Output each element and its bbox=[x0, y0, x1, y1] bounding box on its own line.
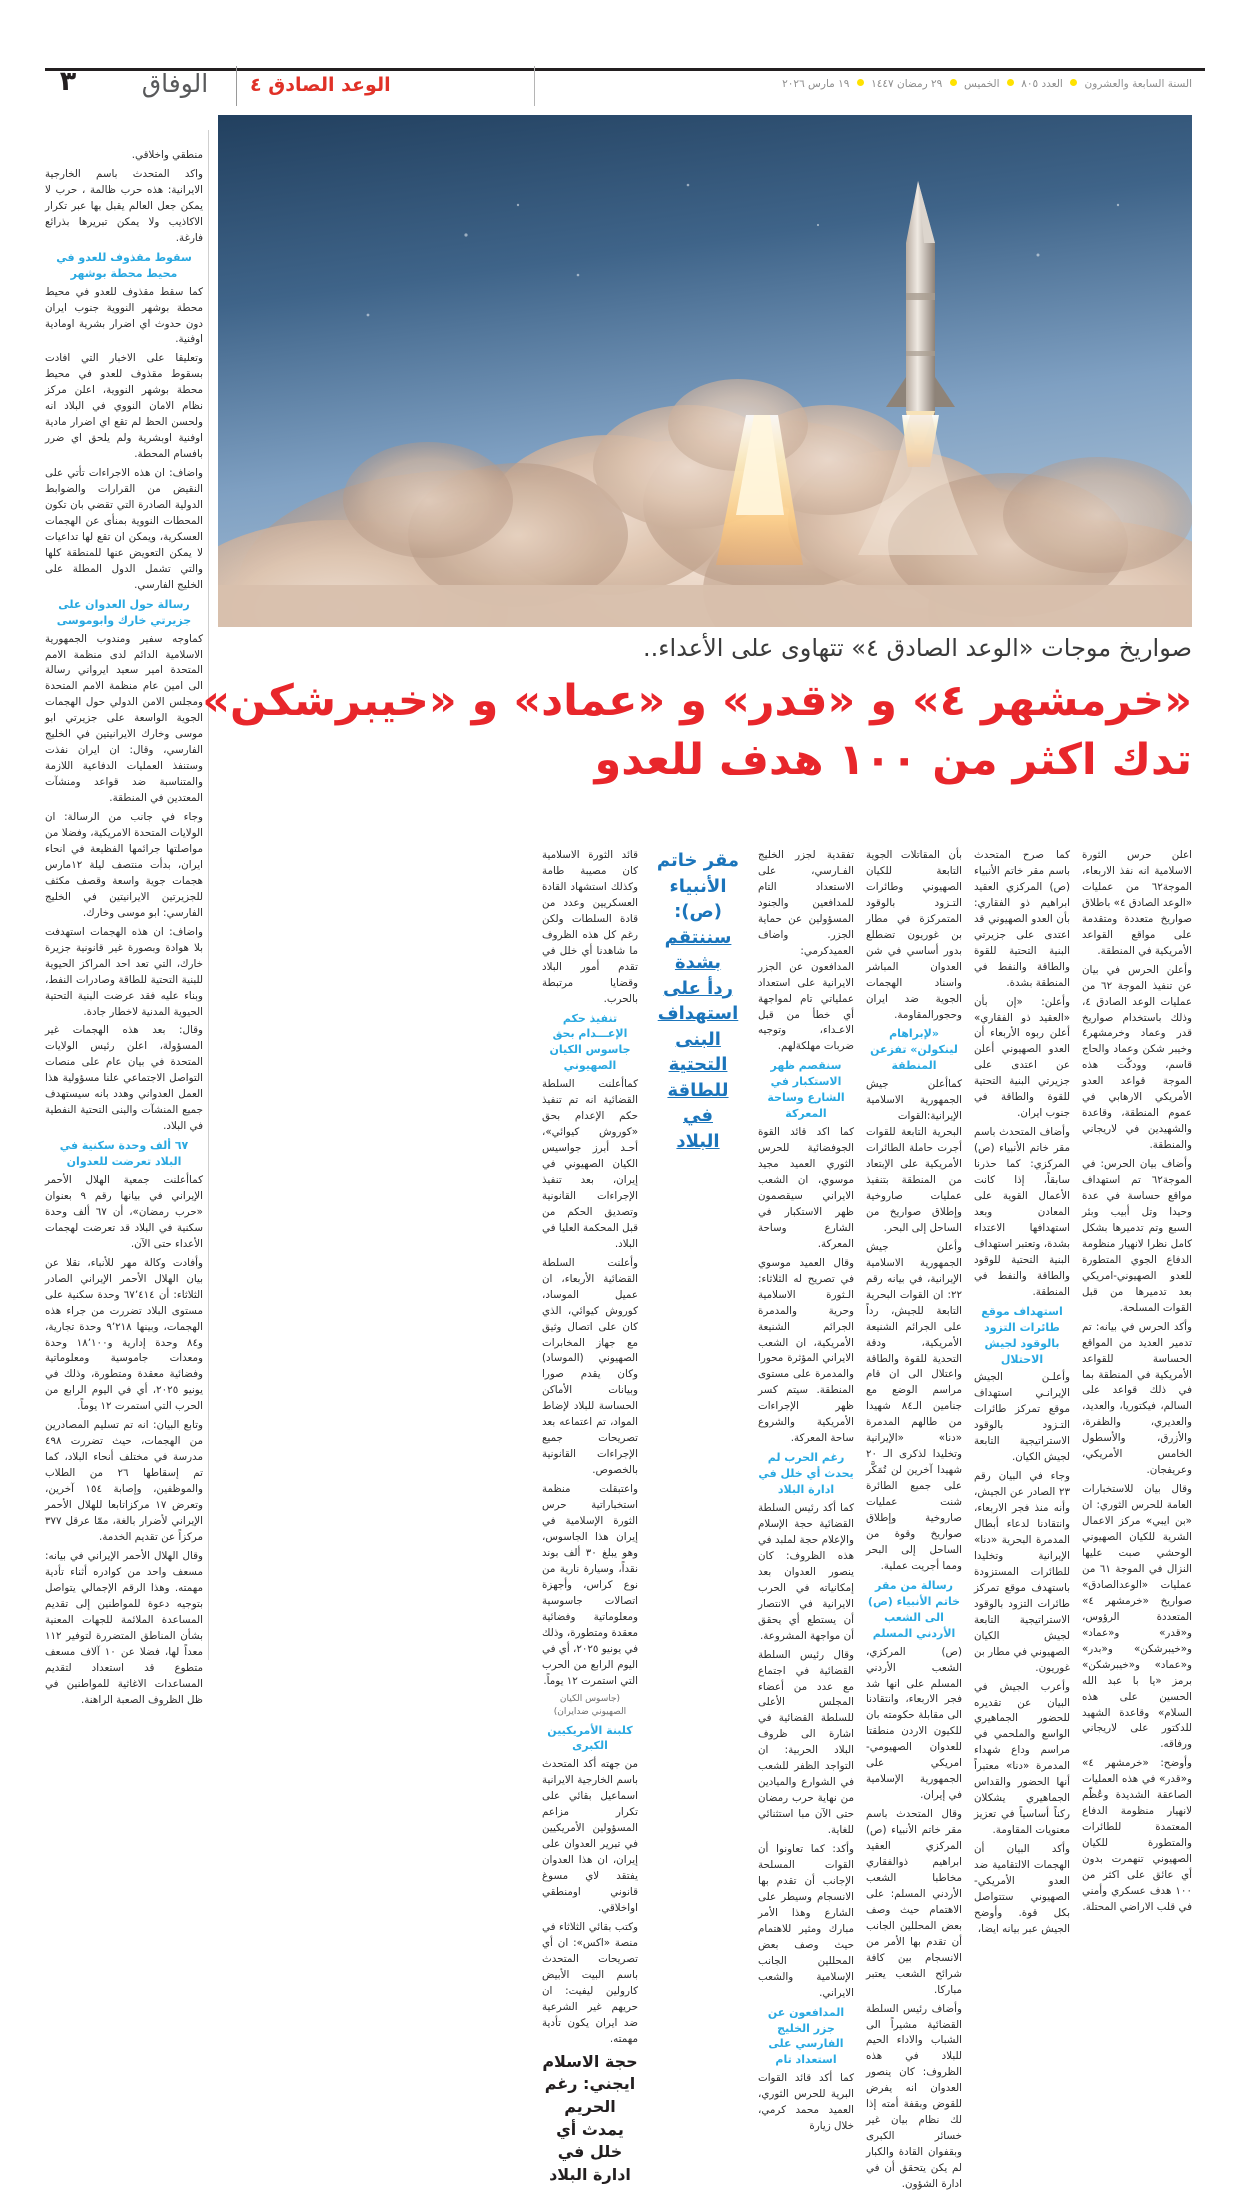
headline-line-2: تدك اكثر من ١٠٠ هدف للعدو bbox=[594, 735, 1192, 786]
page-number: ٣ bbox=[59, 66, 77, 97]
paragraph: اعلن حرس الثورة الاسلامية انه نفذ الاربعاء، الموجة٦٢ من عمليات «الوعد الصادق ٤» باطلاق صواريخ متعددة ومتقدمة على مواقع القواعد الأمريكية في المنطقة. bbox=[1082, 849, 1193, 957]
paragraph: منطقي واخلاقي. bbox=[131, 149, 203, 161]
paragraph: وأعرب الجيش في البيان عن تقديره للحضور الجماهيري الواسع والملحمي في مراسم وداع شهداء المدمرة «دنا» معتبراً أنها الحضور والقداس الجماهيري يشكلان ركناً أساسياً في تعزيز معنويات المقاومة. bbox=[974, 1680, 1070, 1837]
photo-illustration bbox=[218, 115, 1192, 627]
paragraph: وأعلن الحرس في بيان عن تنفيذ الموجة ٦٢ من عمليات الوعد الصادق ٤، وذلك باستخدام صواريخ قدر وعماد وخرمشهر٤ وخيبر شكن وعماد والحاج قاسم، وودكّت هذه الموجة قواعد العدو الأمريكي الارهابي في عموم المنطقة، وقاعدة والشهيدين في لاريجاني والمنطقة. bbox=[1082, 963, 1192, 1152]
subheading-no-disruption: رغم الحرب لم يحدث أي خلل في ادارة البلاد bbox=[758, 1451, 854, 1497]
subheading-kharg-abumusa: رسالة حول العدوان على جزيرتي خارك وابوموسى bbox=[56, 597, 192, 627]
paragraph: (ص) المركزي، الشعب الأردني المسلم على انها شد فجر الاربعاء، وانتقادنا الى مقابلة حكومته بان للكيون الاردن منطقتا للعدوان الصهيومي-امريكي على الجمهورية الإسلامية في إيران. bbox=[866, 1645, 962, 1802]
paragraph: كما أكد رئيس السلطة القضائية حجة الإسلام والإعلام حجة لملبد في هذه الظروف: كان ينصور العدوان بعد إمكانياته في الحرب الايرانية في الانتصار أن يستطع أي يحقق أن مواجهة المشروعة. bbox=[758, 1502, 854, 1642]
lead-photo-missile-launch bbox=[218, 115, 1192, 627]
paragraph: بأن المقاتلات الجوية التابعة للكيان الصهيوني وطائرات التـزود بالوقود المتمركزة في مطار بن غوريون تضطلع بدور أساسي في شن العدوان المباشر واسناد الهجمات الجوية ضد ايران وحجورالمقاومة. bbox=[866, 849, 962, 1021]
paragraph: قائد الثورة الاسلامية كان مصيبة طامة وكذلك استشهاد القادة العسكريين وعدد من قادة السلطات ولكن رغم كل هذه الظروف ما شاهدنا أي خلل في تقدم أمور البلاد وقضايا مرتبطة بالحرب. bbox=[542, 849, 638, 1005]
paragraph: وأكد الحرس في بيانه: تم تدمير العديد من المواقع الحساسة للقواعد الأمريكية في المنطقة بما في ذلك قواعد على السالم، فيكتوريا، والعديد، والعديري، والظفرة، والأزرق، والأسطول الخامس الأمريكي، وعريفجان. bbox=[1082, 1320, 1192, 1477]
paragraph: من جهته أكد المتحدث باسم الخارجية الايرانية اسماعيل بقائي على تكرار مزاعم المسؤولين الأمريكيين في تبرير العدوان على إيران، ان هذا العدوان يفتقد لاي مسوغ قانوني اومنطقي اواخلاقي. bbox=[542, 1758, 638, 1914]
subheading-american-lies: كلبنة الأمريكيين الكبرى bbox=[547, 1723, 633, 1753]
issue-hijri-date: ٢٩ رمضان ١٤٤٧ bbox=[871, 78, 943, 90]
header-divider-1 bbox=[236, 66, 237, 106]
column-divider-rule bbox=[208, 130, 209, 1660]
paragraph: واضاف: ان هذه الهجمات استهدفت بلا هوادة وبصورة غير قانونية جزيرة خارك، التي تعد احد المراكز الحيوية للبنية التحتية للطاقة وصادرات النفط، وبناء عليه فقد عرضت البنية التحتية الحيوية المدنية لاخطار جادة. bbox=[45, 925, 203, 1018]
pullquote-khatam-anbiya bbox=[650, 848, 746, 1161]
paragraph: واعتبقلت منظمة استخباراتية حرس الثورة الإسلامية في إيران هذا الجاسوس، وهو يبلغ ٣٠ ألف بوند نقداً، وسيارة نارية من نوع كراس، وأجهزة اتصالات جاسوسية ومعلوماتية وفضائية معقدة ومتطورة، وذلك في يونيو ٢٠٢٥، أي في اليوم الرابع من الحرب التي استمرت ١٢ يوماً. bbox=[542, 1483, 639, 1687]
pullquote-line-6: البنى التحتية bbox=[668, 1028, 728, 1076]
pullquote-judiciary: حجة الاسلام ايجني: رغم الحريم يمدث أي خلل في ادارة البلاد bbox=[542, 2051, 638, 2185]
paragraph: وقال المتحدث باسم مقر خاتم الأنبياء (ص) المركزي العقيد ابراهيم ذوالفقاري مخاطبا الشعب الأردني المسلم: على الاهتمام حيث وصف بعض المحللين الجانب أن تقدم بها الأمر من الانسجام بين كافة شرائح الشعب يعتبر مباركا. bbox=[866, 1808, 962, 1996]
paragraph: وأعلـن الجيش الإيرانـي استهداف موقع تمركز طائرات التـزود بالوقود الاستراتيجية التابعة لجيش الكيان. bbox=[974, 1371, 1070, 1464]
subheading-refueling-aircraft: استهداف موقع طائرات التزود بالوقود لجيش الاحتلال bbox=[981, 1304, 1063, 1366]
paragraph: وكتب بقائي الثلاثاء في منصة «اكس»: ان أي تصريحات المتحدث باسم البيت الأبيض كارولين ليفيت: ان حريهم غير الشرعية ضد ايران يكون تأدية مهمته. bbox=[542, 1920, 638, 2045]
paragraph: وقال العميد موسوي في تصريح له الثلاثاء: الـثورة الاسلامية وحرية والمدمرة الجرائم الشنيعة الأمريكية، ان الشعب الايراني المؤثرة محورا والمدمرة على مستوى المنطقة. سيتم كسر ظهر الإجراءات الأمريكية والشروع ساحة المعركة. bbox=[758, 1256, 854, 1445]
subheading-break-arrogance: سنقصم ظهر الاستكبار في الشارع وساحة المعركة bbox=[767, 1059, 845, 1121]
paragraph: وأكد: كما تعاونوا أن القوات المسلحة الإجانب أن تقدم بها الانسجام وسيطر على الشارع وهذا الأمر مبارك ومثير للاهتمام حيث وصف بعض المحللين الجانب الإسلامية والشعب الايراني. bbox=[758, 1843, 854, 1999]
paragraph: وتعليقا على الاخبار التي افادت بسقوط مقذوف للعدو في محيط محطة بوشهر النووية، اعلن مركز نظام الامان النووي في البلاد انه ولحسن الحظ لم تقع اي اضرار مادية اوفنية اوبشرية ولم يلحق اي ضرر بافسام المحطة. bbox=[45, 352, 203, 461]
paragraph: وأضاف المتحدث باسم مقر خاتم الأنبياء (ص) المركزي: كما حذرنا سابقاً، إذا كانت الأعمال القوية على المعادن وبعد استهدافها الاعتداء بشدة، وتعتبر استهداف البنية التحتية للوقود والطاقة والنفط في المنطقة. bbox=[974, 1126, 1070, 1298]
pullquote-line-5: استهداف bbox=[657, 1003, 739, 1025]
separator-dot-icon bbox=[1007, 79, 1014, 86]
subheading-gulf-defenders: المدافعون عن جزر الخليج الفارسي على استعداد تام bbox=[767, 2005, 845, 2067]
paragraph: وقال رئيس السلطة القضائية في اجتماع مع عدد من أعضاء المجلس الأعلى للسلطة القضائية في اشارة الى ظروف البلاد الحربية: ان التواجد الظفر للشعب في الشوارع والميادين من نهاية حرب رمضان حتى الآن مبا استثنائي للغاية. bbox=[758, 1648, 854, 1837]
issue-info-line bbox=[782, 78, 1192, 90]
paragraph: وأوضح: «خرمشهر ٤» و«قدر» في هذه العمليات الصاعقة الشديدة وعُظّم لانهيار منظومة الدفاع المعتمدة للطائرات والمتطورة للكيان الصهيوني تنهمرت بدون أي عائق على اكثر من ١٠٠ هدف عسكري وأمني في قلب الاراضي المحتلة. bbox=[1082, 1757, 1192, 1913]
subheading-spy-execution: تنفيذ حكم الإعـــدام بحق جاسوس الكيان الصهيوني bbox=[549, 1011, 631, 1073]
main-headline bbox=[192, 672, 1192, 791]
paragraph: وتابع البيان: انه تم تسليم المصادرين من الهجمات، حيث تضررت ٤٩٨ مدرسة في مختلف أنحاء البلاد، كما تم إسقاطها ٢٦ من الطلاب والموظفين، وإصابة ١٥٤ آخرين، وتعرض ١٧ مركزاتابعا للهلال الأحمر الإيراني لأضرار بالغة، ممّا عرقل ٣٧٧ مركزاً عن تقديم الخدمة. bbox=[45, 1419, 203, 1543]
article-column-spy-execution bbox=[542, 848, 638, 2190]
paragraph: واكد المتحدث باسم الخارجية الايرانية: هذه حرب ظالمة ، حرب لا يمكن جعل العالم يقبل بها عبر تكرار الاكاذيب ولا يمكن تبريرها بذرائع فارغة. bbox=[45, 167, 203, 244]
masthead-logo: الوفاق bbox=[141, 69, 209, 98]
subheading-lincoln-carrier: «لإبراهام لينكولن» تفزعن المنطقة bbox=[870, 1027, 958, 1073]
paragraph: كما صرح المتحدث باسم مقر خاتم الأنبياء (ص) المركزي العقيد ابراهيم ذو الفقاري: بأن العدو الصهيوني قد اعتدى على جزيرتي البنية التحتية للقوة والطاقة والنفط في المنطقة بشدة. bbox=[974, 849, 1070, 989]
article-column-lincoln-jordan bbox=[866, 848, 962, 2196]
pullquote-line-1: مقر خاتم bbox=[656, 850, 740, 871]
paragraph: وأفادت وكالة مهر للأنباء، نقلا عن بيان الهلال الأحمر الإيراني الصادر الثلاثاء: أن ٦٧٬٤١٤ وحدة سكنية على مستوى البلاد تضررت من جراء هذه الهجمات، وبينها ٩٬٢١٨ وحدة تجارية، و٨٤ وحدة إدارية و١٨٬١٠٠ وحدة ومعدات جاموسية ومعلوماتية وفضائية معقدة ومتطورة، وذلك في يونيو ٢٠٢٥، أي في اليوم الرابع من الحرب التي استمرت ١٢ يوماً. bbox=[45, 1256, 203, 1413]
headline-kicker: صواريخ موجات «الوعد الصادق ٤» تتهاوى على الأعداء.. bbox=[642, 634, 1192, 662]
separator-dot-icon bbox=[1070, 79, 1077, 86]
paragraph: كما اكد قائد القوة الجوفضائية للحرس الثوري العميد مجيد موسوي، ان الشعب الايراني سيقصمون ظهر الاستكبار في الشارع وساحة المعركة. bbox=[758, 1126, 854, 1250]
issue-weekday: الخميس bbox=[964, 78, 1000, 90]
subheading-bushehr: سقوط مقذوف للعدو في محيط محطة بوشهر bbox=[56, 250, 192, 280]
issue-year: السنة السابعة والعشرون bbox=[1084, 78, 1192, 90]
paragraph: وأعلنت السلطة القضائية الأربعاء، ان عميل الموساد، كوروش كيوائي، الذي كان على اتصال وثيق مع جهاز المخابرات الصهيوني (الموساد) وكان يقدم صورا وبيانات الأماكن الحساسة للبلاد لإضاط المواد، تم اعتماعه بعد تصريحات جميع الإجراءات القانونية بالخصوص. bbox=[542, 1256, 638, 1477]
paragraph: وأضاف رئيس السلطة القضائية مشيراً الى الشباب والاداء الحيم للبلاد في هذه الظروف: كان ينصور العدوان انه يفرض للقوض وبقفة أمته إذا لك نظام بيان غير خسائر الكبرى وبقفوان القادة والكبار لم يكن يتحقق أن في ادارة الشؤون. bbox=[866, 2002, 962, 2191]
paragraph: كماوجه سفير ومندوب الجمهورية الاسلامية الدائم لدى منظمة الامم المتحدة امير سعيد ايرواني رسالة الى امين عام منظمة الامم المتحدة ومجلس الامن الدولي حول الهجمات الجوية الواسعة على جزيرتي ابو موسى وخارك الايرانيتين في الخليج الفارسي، وقال: ان ايران نفذت وستنفذ العمليات الدفاعية اللازمة والمتناسبة ضد قواعد ومنشآت المعتدين في المنطقة. bbox=[45, 632, 203, 805]
issue-gregorian-date: ١٩ مارس ٢٠٢٦ bbox=[782, 78, 850, 90]
paragraph: كما سقط مقذوف للعدو في محيط محطة بوشهر النووية جنوب ايران دون حدوث اي اضرار بشرية اومادية اوفنية. bbox=[45, 285, 203, 346]
paragraph: وقال: بعد هذه الهجمات غير المسؤولة، اعلن رئيس الولايات المتحدة في بيان عام على منصات التواصل الاجتماعي علنا مسؤولية هذا العمل العدواني وهدد بانه سيستهدف جميع المنشآت والبنى التحتية النفطية في البلاد. bbox=[45, 1024, 203, 1133]
pullquote-line-3: سننتقم بشدة bbox=[664, 926, 732, 974]
header-divider-2 bbox=[534, 66, 535, 106]
paragraph: كماأعلن جيش الجمهورية الاسلامية الإيرانية:القوات البحرية التابعة للقوات أجرت حاملة الطائرات الأمريكية على الإبتعاد من المنطقة بتنفيذ عمليات صاروخية وإطلاق صواريخ من الساحل إلى البحر. bbox=[866, 1078, 962, 1234]
separator-dot-icon bbox=[950, 79, 957, 86]
subheading-message-jordan: رسالة من مقر خاتم الأنبياء (ص) الى الشعب الأردني المسلم bbox=[867, 1578, 961, 1640]
pullquote-line-2: الأنبياء (ص): bbox=[669, 875, 727, 923]
paragraph: واضاف: ان هذه الاجراءات تأتي على النقيض من القرارات والضوابط الدولية الصادرة التي تقضي بان تكون المحطات النووية بمنأى عن الهجمات العسكرية، ويمكن ان تقع لها تداعيات لا يمكن التعويض عنها للمنطقة كلها والتي تشمل الدول المطلة على الخليج الفارسي. bbox=[45, 467, 203, 591]
photo-caption-spy: (جاسوس الكيان الصهيوني ضدايران) bbox=[553, 1693, 627, 1717]
subheading-housing-units: ٦٧ ألف وحدة سكنية في البلاد تعرضت للعدوان bbox=[59, 1139, 189, 1169]
paragraph: وجاء في البيان رقم ٢٣ الصادر عن الجيش، وأنه منذ فجر الاربعاء، وانتقادنا لدعاء أبطال المدمرة البحرية «دنا» الإيرانية وتخليدا للطائرات المستزودة باستهدف موقع تمركز طائرات التزود بالوقود الاستراتيجية التابعة لجيش الكيان الصهيوني في مطار بن غوريون. bbox=[974, 1470, 1070, 1674]
paragraph: وأعلن جيش الجمهورية الاسلامية الإيرانية، في بيانه رقم ٢٢: ان القوات البحرية التابعة للجيش، رداً على الجرائم الشنيعة الأمريكية، ودقة التحدية للقوة والطاقة واعتلال الى ان قام مراسم الوضع مع جنامين الـ٨٤ شهيدا من طالهم المدمرة «دنا» «الإيرانية وتخليدا لذكرى الـ ٢٠ شهيدا آخرين لن تُمَكَّر على جميع الطائرة شنت عمليات صاروخية وإطلاق صواريخ وقوة من الساحل إلى البحر ومما أجريت عملية. bbox=[866, 1240, 962, 1572]
paragraph: وقال بيان للاستخبارات العامة للحرس الثوري: ان «بن ايبي» مركز الاعمال الشرية للكيان الصهيوني الوحشي صبت عليها النزال في الموجة ٦١ من عمليات «الوعدالصادق» صواريخ «خرمشهر ٤» المتعددة الرؤوس، و«قدر» و«عماد» و«خيبرشكن» و«بدر» و«عماد» و«خيبرشكن» برمز «يا با عبد الله الحسين على هذه السلام» وقاعدة الشهيد للدكتور على لاريجاني ورفاقه. bbox=[1082, 1483, 1192, 1751]
paragraph: كماأعلنت جمعية الهلال الأحمر الإيراني في بيانها رقم ٩ بعنوان «حرب رمضان»، أن ٦٧ ألف وحدة سكنية في البلاد قد تعرضت لهجمات الأعداء حتى الآن. bbox=[45, 1174, 203, 1250]
article-column-dhulfiqari bbox=[974, 848, 1070, 1941]
separator-dot-icon bbox=[857, 79, 864, 86]
paragraph: تفقدية لجزر الخليج الفـارسي، على الاستعداد التام للمدافعين والجنود المسؤولين عن حماية الجزر. واضاف العميدكرمي: المدافعون عن الجزر الايرانية على استعداد عملياتي تام لمواجهة أي خطأ من قبل الاعـداء، وتوجيه ضربات مهلكةلهم. bbox=[758, 849, 854, 1053]
article-column-gulf-islands bbox=[758, 848, 854, 2138]
paragraph: وقال الهلال الأحمر الإيراني في بيانه: مسعف واحد من كوادره أثناء تأدية مهمته. وهذا الرقم الإجمالي يتواصل بتوجيه دعوة للمواطنين إلى تقديم المساعدة الملائمة للجهات المعنية بشأن المناطق المتضررة لتوفير ١١٢ معداً لها، فضلا عن ١٠ آلاف مسعف متطوع قد استعداد لتقديم المساعدات الاغاثية للمواطنين في ظل الظروف الصعبة الراهنة. bbox=[45, 1549, 203, 1706]
paragraph: وأعلن: «إن بأن «العقيد ذو الفقاري» أعلن ربوه الأربعاء أن العدو الصهيوني أعلن عن اعتدى على جزيرتي البنية التحتية للقوة والطاقة في جنوب ايران. bbox=[974, 995, 1070, 1120]
section-title: الوعد الصادق ٤ bbox=[250, 74, 391, 96]
pullquote-line-8: البلاد bbox=[676, 1131, 720, 1153]
pullquote-line-4: ردأ على bbox=[663, 977, 733, 999]
paragraph: كماأعلنت السلطة القضائية انه تم تنفيذ حكم الإعدام بحق «كوروش كيوائي»، أحـد أبرز جواسيس الكيان الصهيوني في إيران، بعد تنفيذ الإجراءات القانونية وتصديق الحكم من قبل المحكمة العليا في البلاد. bbox=[542, 1078, 638, 1250]
headline-line-1: «خرمشهر ٤» و «قدر» و «عماد» و «خيبرشكن» bbox=[202, 676, 1192, 726]
issue-number: العدد ٨٠٥ bbox=[1021, 78, 1063, 90]
sidebar-column bbox=[45, 148, 203, 1711]
paragraph: وجاء في جانب من الرسالة: ان الولايات المتحدة الامريكية، وفضلا من مواصلتها جرائمها الفظيعة في انحاء ايران، بدأت منتصف ليلة ١٢مارس هجمات جوية واسعة وقصف مكثف للجزيرتين الايرانيتين في الخليج الفارسي: ابو موسى وخارك. bbox=[45, 811, 203, 919]
paragraph: وأكد البيان أن الهجمات الالتقامية ضد العدو الأمريكي-الصهيوني ستتواصل بكل قوة. وأوضح الجيش عبر بيانه ايضا، bbox=[974, 1843, 1070, 1935]
article-column-irgc-wave bbox=[1082, 848, 1192, 1919]
pullquote-line-7: للطاقة في bbox=[667, 1079, 729, 1127]
paragraph: وأضاف بيان الحرس: في الموجة٦٢ تم استهداف مواقع حساسة في عدة وحيدا وتل أبيب وبئر السبع وتم تدميرها بشكل كامل نظرا لانهيار منظومة الدفاع الجوي المتطورة للعدو الصهيوني-امريكي بعد تدميرها من قبل القوات المسلحة. bbox=[1082, 1158, 1192, 1314]
paragraph: كما أكد قائد القوات البرية للحرس الثوري، العميد محمد كرمي، خلال زيارة bbox=[758, 2072, 854, 2133]
pullquote-text bbox=[650, 848, 746, 1155]
